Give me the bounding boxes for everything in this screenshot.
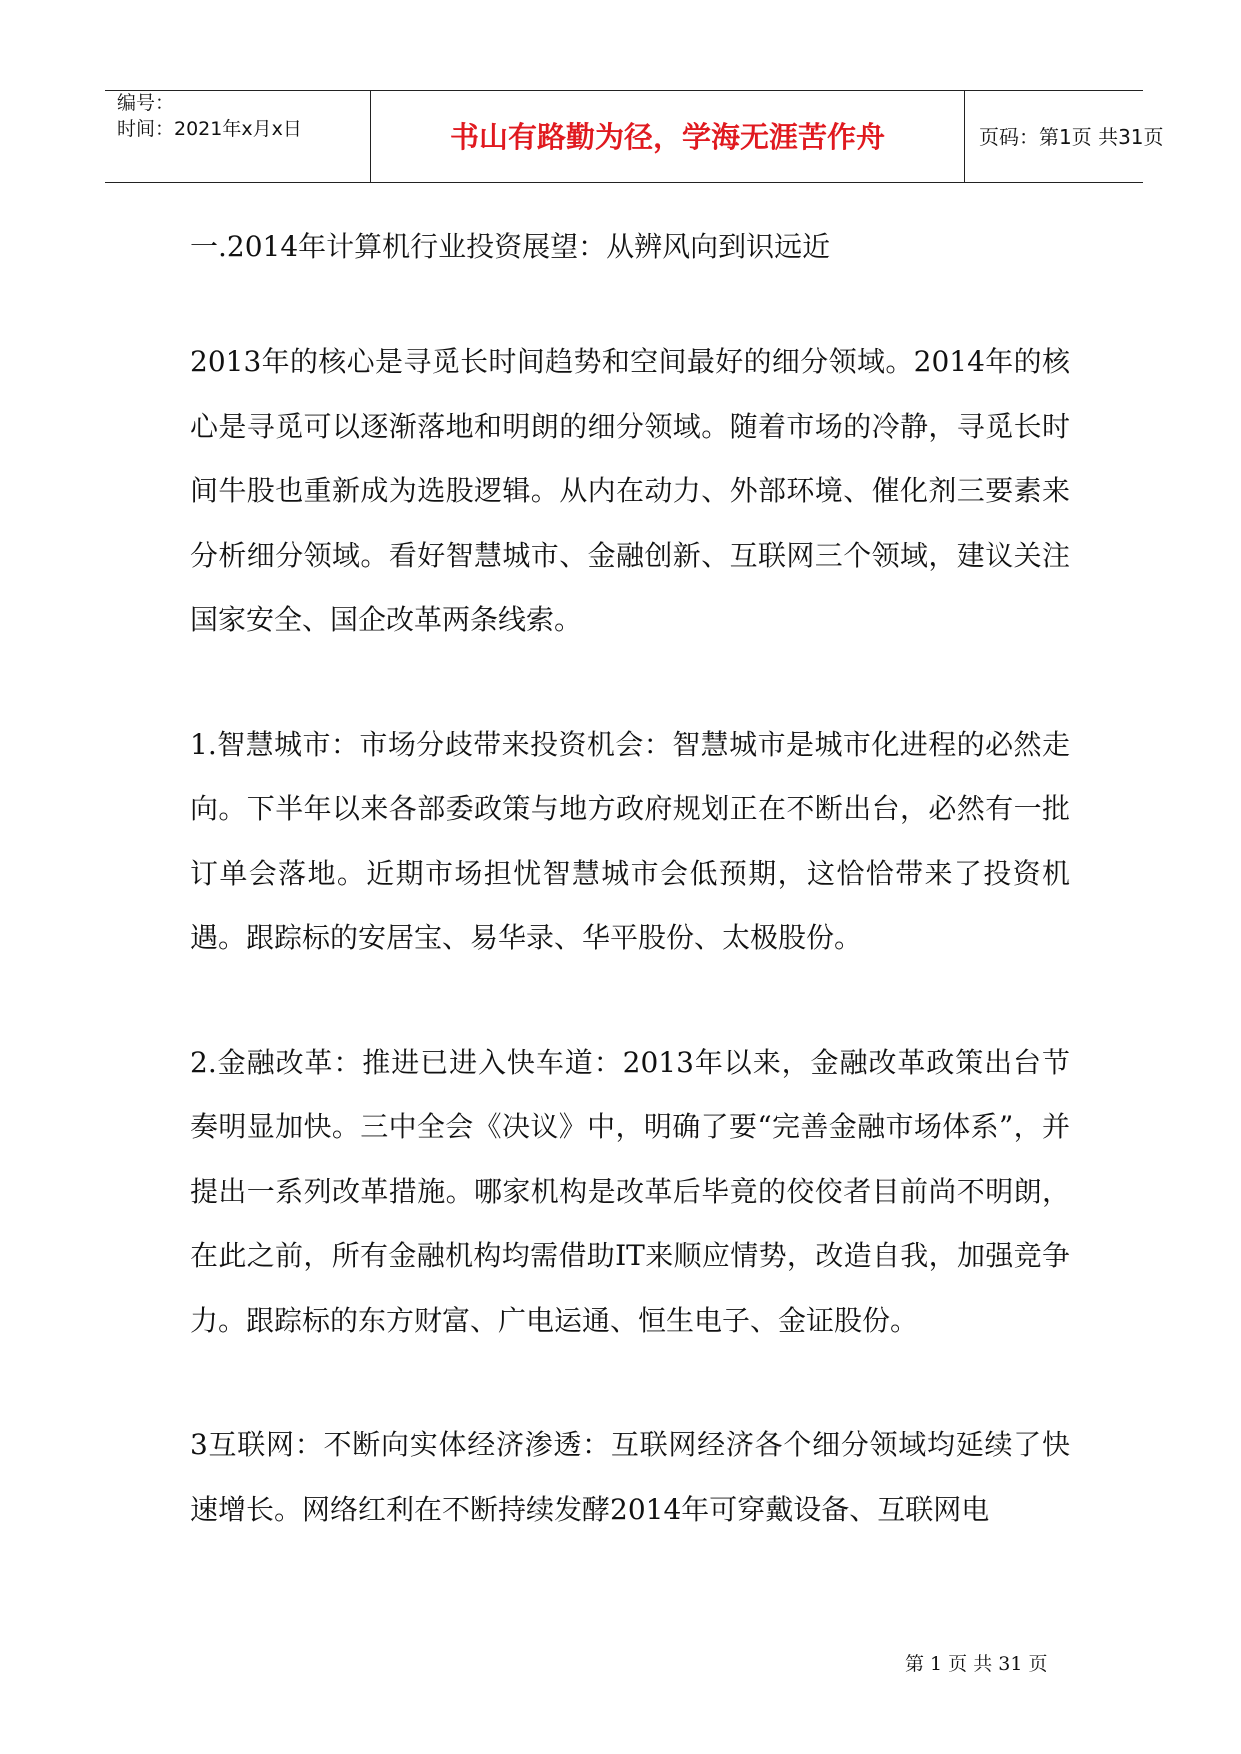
document-number-label: 编号：: [117, 92, 175, 114]
paragraph-smart-city: 1.智慧城市：市场分歧带来投资机会：智慧城市是城市化进程的必然走向。下半年以来各部委政策与地方政府规划正在不断出台，必然有一批订单会落地。近期市场担忧智慧城市会低预期，这恰恰带来了投资机遇。跟踪标的安居宝、易华录、华平股份、太极股份。: [190, 727, 1070, 954]
section-heading: 一.2014年计算机行业投资展望：从辨风向到识远近: [190, 230, 831, 263]
document-body: [190, 218, 1070, 1542]
paragraph-overview: 2013年的核心是寻觅长时间趋势和空间最好的细分领域。2014年的核心是寻觅可以逐渐落地和明朗的细分领域。随着市场的冷静，寻觅长时间牛股也重新成为选股逻辑。从内在动力、外部环境、催化剂三要素来分析细分领域。看好智慧城市、金融创新、互联网三个领域，建议关注国家安全、国企改革两条线索。: [190, 345, 1070, 636]
header-page-cell: [965, 91, 1164, 182]
document-header: [105, 90, 1164, 183]
header-meta-cell: [105, 91, 370, 182]
document-time-label: 时间：2021年x月x日: [117, 118, 302, 140]
paragraph-internet: 3互联网：不断向实体经济渗透：互联网经济各个细分领域均延续了快速增长。网络红利在不断持续发酵2014年可穿戴设备、互联网电: [190, 1428, 1070, 1526]
header-motto-cell: [370, 91, 965, 182]
header-motto: 书山有路勤为径，学海无涯苦作舟: [449, 120, 885, 154]
page-footer: 第 1 页 共 31 页: [905, 1653, 1048, 1675]
paragraph-financial-reform: 2.金融改革：推进已进入快车道：2013年以来，金融改革政策出台节奏明显加快。三中全会《决议》中，明确了要“完善金融市场体系”，并提出一系列改革措施。哪家机构是改革后毕竟的佼佼者目前尚不明朗，在此之前，所有金融机构均需借助IT来顺应情势，改造自我，加强竞争力。跟踪标的东方财富、广电运通、恒生电子、金证股份。: [190, 1045, 1070, 1337]
header-page-code: 页码：第1页 共31页: [979, 125, 1164, 149]
